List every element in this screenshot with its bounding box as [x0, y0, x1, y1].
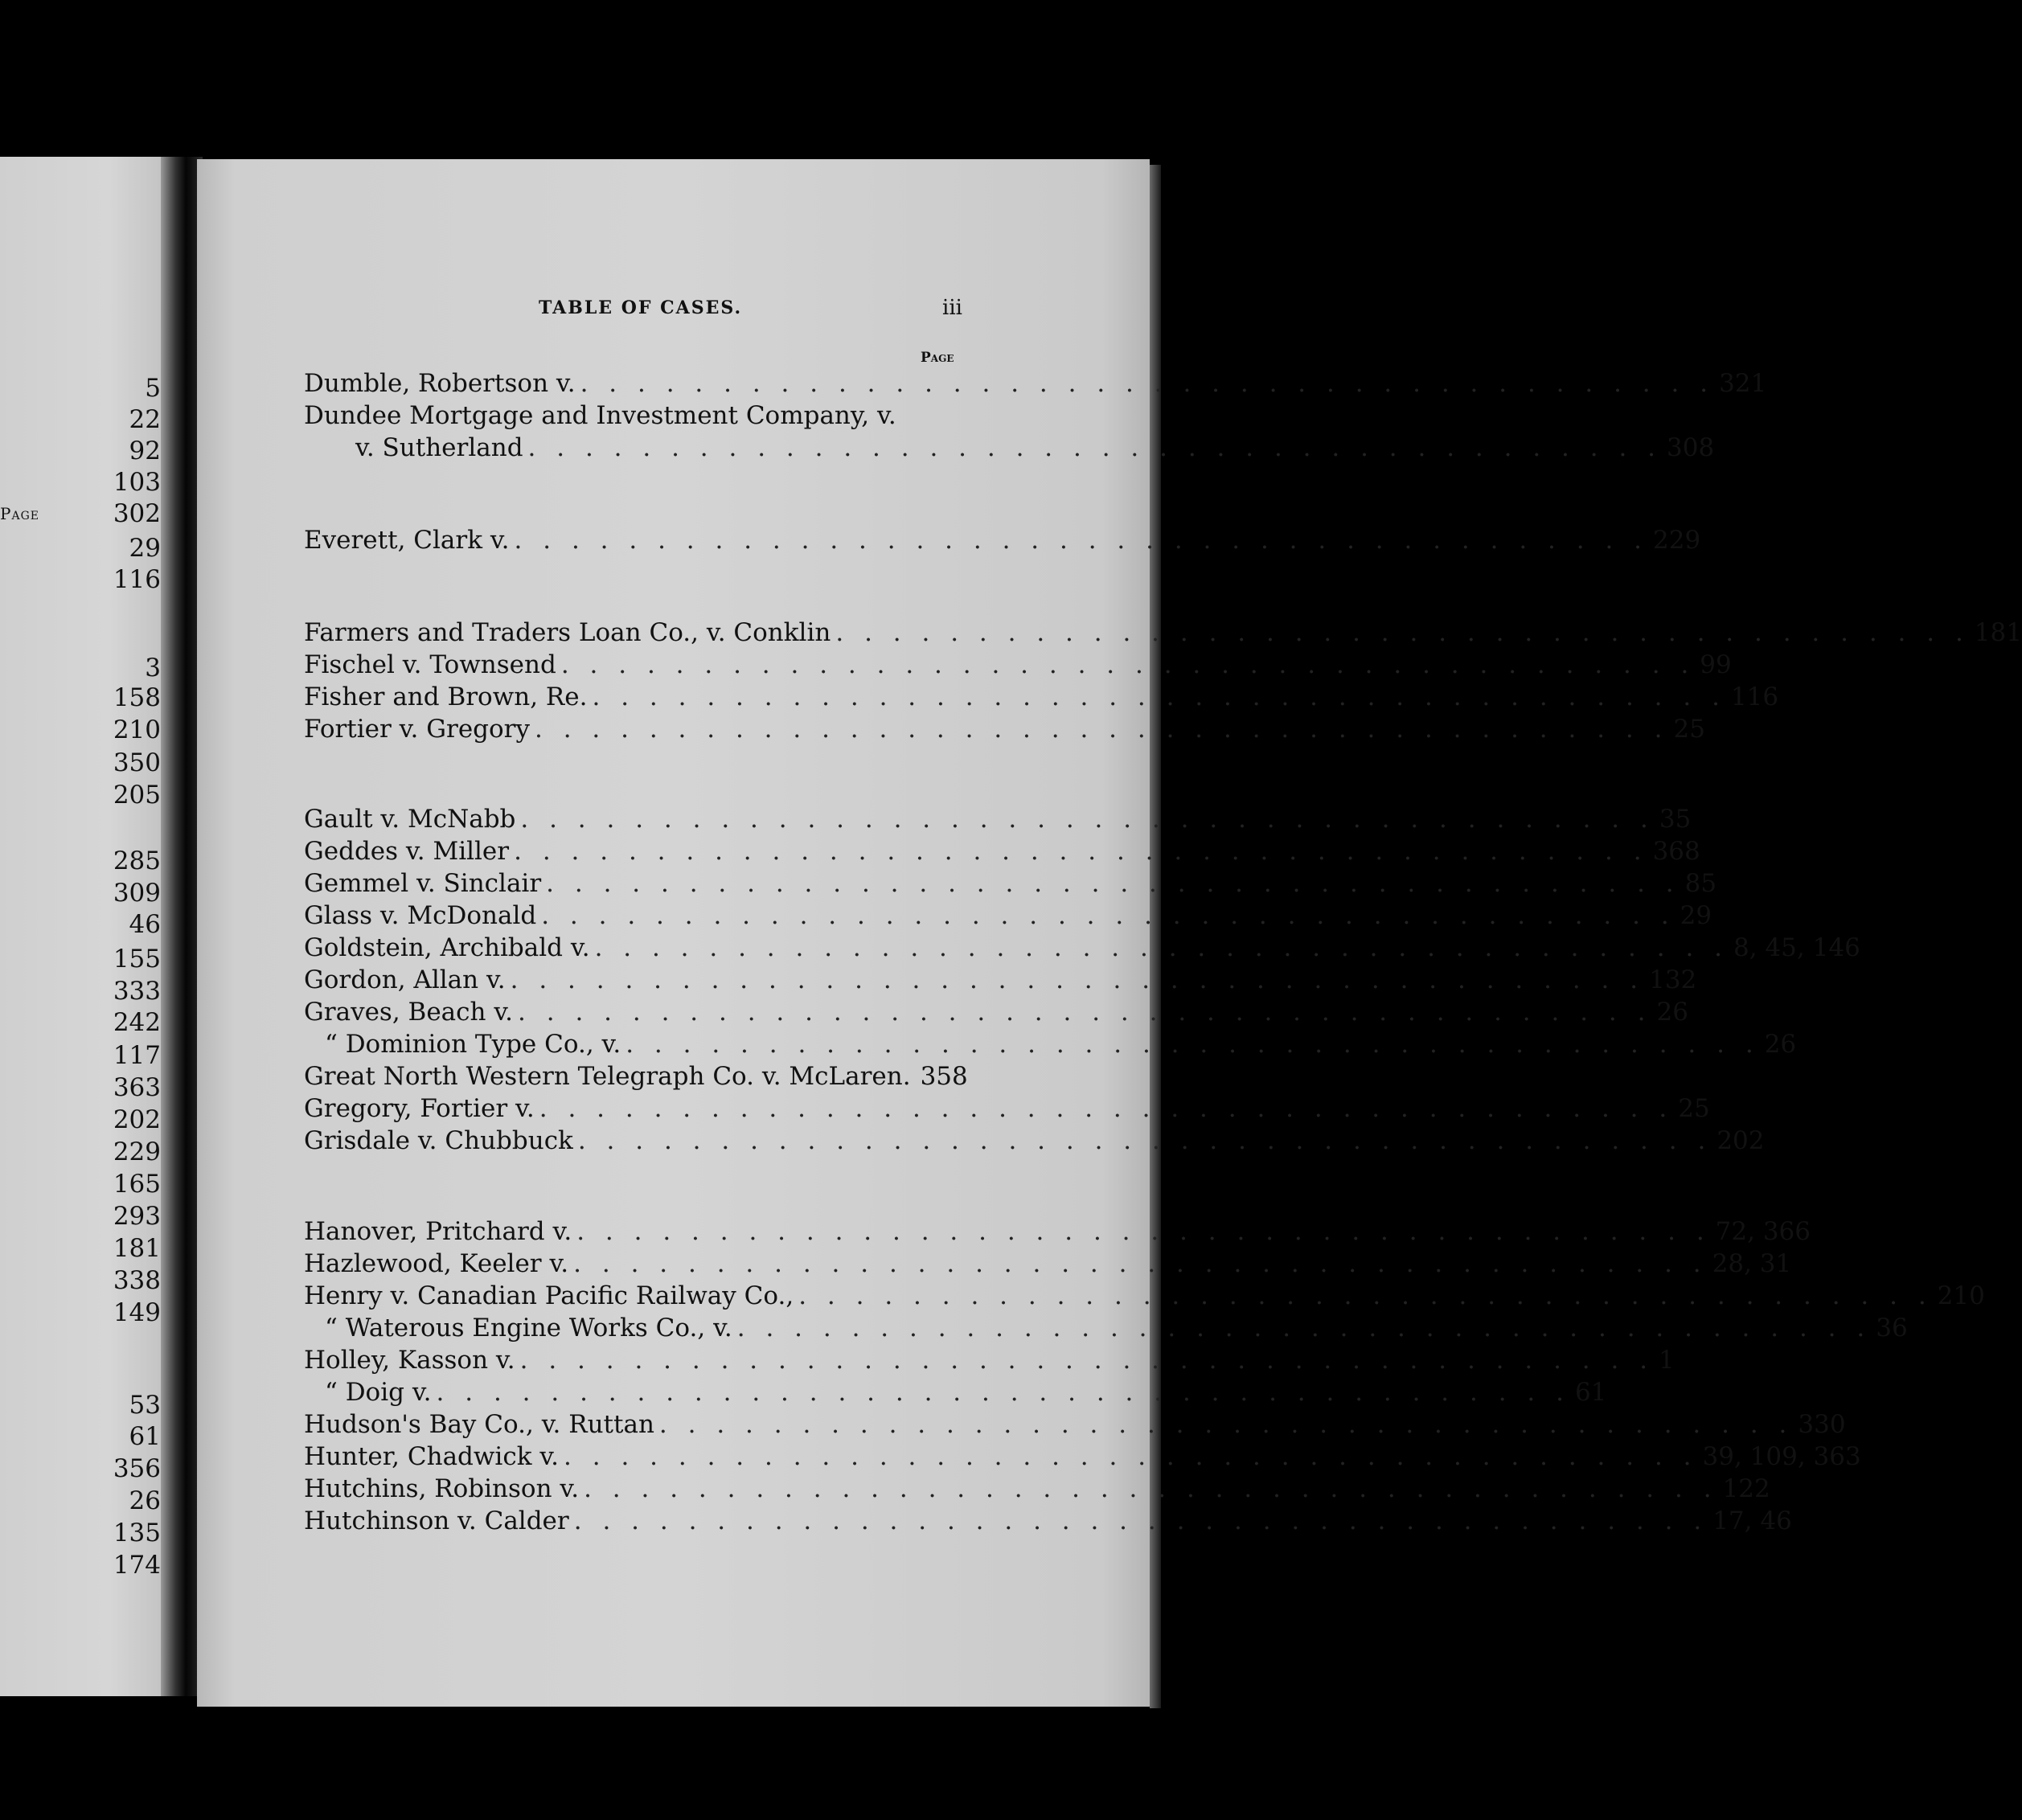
left-page-number: 205 — [113, 781, 161, 810]
left-page-number: 242 — [113, 1008, 161, 1037]
case-name: Geddes v. Miller — [304, 837, 510, 866]
left-page-number: 363 — [113, 1073, 161, 1102]
left-page-number: 53 — [129, 1391, 161, 1420]
case-entry — [304, 835, 1700, 867]
case-page-number: 116 — [1730, 682, 1779, 711]
folio-number: iii — [942, 296, 962, 320]
case-name: Holley, Kasson v. — [304, 1346, 515, 1375]
case-name: Hanover, Pritchard v. — [304, 1217, 572, 1246]
case-name: Great North Western Telegraph Co. v. McLaren. — [304, 1062, 911, 1091]
case-name: “ Waterous Engine Works Co., v. — [325, 1314, 732, 1342]
leader-dots: . . . . . . . . . . . . . . . . . . . . . . . . . . . . . . . . . . . . . . . . — [541, 901, 1675, 930]
case-entry — [304, 1376, 1607, 1408]
running-header: TABLE OF CASES. — [539, 297, 743, 318]
leader-dots: . . . . . . . . . . . . . . . . . . . . . . . . . . . . . . . . . . . . . . . . — [514, 837, 1648, 866]
left-page-number: 135 — [113, 1519, 161, 1547]
leader-dots: . . . . . . . . . . . . . . . . . . . . . . . . . . . . . . . . . . . . . . . . — [560, 650, 1696, 679]
left-page-number: 149 — [113, 1298, 161, 1327]
left-page-number: 174 — [113, 1551, 161, 1580]
case-name: Goldstein, Archibald v. — [304, 933, 590, 962]
leader-dots: . . . . . . . . . . . . . . . . . . . . . . . . . . . . . . . . . . . . . . . . — [573, 1506, 1708, 1535]
case-name: Fortier v. Gregory — [304, 715, 530, 744]
case-name: Gordon, Allan v. — [304, 965, 506, 994]
case-name: Gault v. McNabb — [304, 805, 516, 834]
case-page-number: 17, 46 — [1712, 1506, 1792, 1535]
left-page-number: 202 — [113, 1105, 161, 1134]
case-page-number: 39, 109, 363 — [1702, 1442, 1861, 1471]
leader-dots: . . . . . . . . . . . . . . . . . . . . . . . . . . . . . . . . . . . . . . . . — [519, 1346, 1655, 1375]
case-page-number: 85 — [1684, 869, 1717, 898]
case-page-number: 181 — [1974, 618, 2022, 647]
case-name: Grisdale v. Chubbuck — [304, 1126, 573, 1155]
case-name: Fisher and Brown, Re. — [304, 682, 588, 711]
case-page-number: 358 — [920, 1062, 968, 1091]
left-page-number: 3 — [145, 654, 161, 682]
left-page-number: 117 — [113, 1041, 161, 1070]
case-page-number: 308 — [1667, 433, 1715, 462]
case-entry — [304, 1215, 1811, 1248]
leader-dots: . . . . . . . . . . . . . . . . . . . . . . . . . . . . . . . . . . . . . . . . — [625, 1030, 1760, 1059]
left-page-number: 302 — [113, 499, 161, 528]
left-page-number: 165 — [113, 1170, 161, 1199]
case-page-number: 229 — [1653, 526, 1701, 555]
case-page-number: 1 — [1659, 1346, 1675, 1375]
case-entry — [304, 400, 957, 432]
case-entry — [304, 1505, 1792, 1537]
case-name: Hutchinson v. Calder — [304, 1506, 569, 1535]
leader-dots: . . . . . . . . . . . . . . . . . . . . . . . . . . . . . . . . . . . . . . . . — [835, 618, 1970, 647]
left-page-number: 92 — [129, 437, 161, 465]
case-page-number: 202 — [1716, 1126, 1765, 1155]
leader-dots: . . . . . . . . . . . . . . . . . . . . . . . . . . . . . . . . . . . . . . . . — [658, 1410, 1794, 1439]
leader-dots: . . . . . . . . . . . . . . . . . . . . . . . . . . . . . . . . . . . . . . . . — [518, 998, 1652, 1027]
left-page-number: 29 — [129, 534, 161, 563]
case-name: Hunter, Chadwick v. — [304, 1442, 560, 1471]
case-entry — [304, 1248, 1792, 1280]
case-entry — [304, 1125, 1765, 1157]
leader-dots: . . . . . . . . . . . . . . . . . . . . . . . . . . . . . . . . . . . . . . . . — [576, 1217, 1711, 1246]
leader-dots: . . . . . . . . . . . . . . . . . . . . . . . . . . . . . . . . . . . . . . . . — [564, 1442, 1698, 1471]
case-entry — [304, 1280, 1985, 1312]
case-name: “ Dominion Type Co., v. — [325, 1030, 621, 1059]
case-name: Fischel v. Townsend — [304, 650, 556, 679]
case-name: Hutchins, Robinson v. — [304, 1474, 580, 1503]
left-page-number: 61 — [129, 1422, 161, 1451]
case-name: Henry v. Canadian Pacific Railway Co., — [304, 1281, 794, 1310]
case-entry — [304, 867, 1717, 900]
case-page-number: 99 — [1700, 650, 1732, 679]
case-name: Gemmel v. Sinclair — [304, 869, 542, 898]
leader-dots: . . . . . . . . . . . . . . . . . . . . . . . . . . . . . . . . . . . . . . . . — [580, 369, 1715, 398]
left-page-label: Page — [0, 504, 39, 523]
left-page-number: 309 — [113, 879, 161, 908]
case-page-number: 368 — [1652, 837, 1700, 866]
case-name: Farmers and Traders Loan Co., v. Conklin — [304, 618, 831, 647]
leader-dots: . . . . . . . . . . . . . . . . . . . . . . . . . . . . . . . . . . . . . . . . — [592, 682, 1726, 711]
case-page-number: 26 — [1764, 1030, 1797, 1059]
case-name: Dumble, Robertson v. — [304, 369, 576, 398]
left-page-number: 210 — [113, 715, 161, 744]
case-page-number: 321 — [1719, 369, 1767, 398]
case-entry — [304, 1441, 1861, 1473]
case-entry — [304, 617, 2022, 649]
case-page-number: 8, 45, 146 — [1733, 933, 1860, 962]
case-entry — [355, 432, 1715, 464]
case-name: Graves, Beach v. — [304, 998, 514, 1027]
case-page-number: 25 — [1678, 1094, 1710, 1123]
left-page-number: 26 — [129, 1486, 161, 1515]
case-entry — [304, 1408, 1846, 1441]
left-page-number: 46 — [129, 910, 161, 939]
case-page-number: 25 — [1673, 715, 1705, 744]
leader-dots: . . . . . . . . . . . . . . . . . . . . . . . . . . . . . . . . . . . . . . . . — [546, 869, 1680, 898]
leader-dots: . . . . . . . . . . . . . . . . . . . . . . . . . . . . . . . . . . . . . . . . — [584, 1474, 1718, 1503]
left-page-number: 229 — [113, 1138, 161, 1166]
case-name: Glass v. McDonald — [304, 901, 537, 930]
case-entry — [304, 524, 1701, 556]
case-name: v. Sutherland — [355, 433, 523, 462]
case-page-number: 28, 31 — [1712, 1249, 1792, 1278]
leader-dots: . . . . . . . . . . . . . . . . . . . . . . . . . . . . . . . . . . . . . . . . — [520, 805, 1655, 834]
leader-dots: . . . . . . . . . . . . . . . . . . . . . . . . . . . . . . . . . . . . . . . . — [573, 1249, 1708, 1278]
left-page-number: 333 — [113, 977, 161, 1006]
left-page-number: 356 — [113, 1454, 161, 1483]
case-page-number: 72, 366 — [1715, 1217, 1811, 1246]
case-entry — [304, 649, 1732, 681]
left-page-number: 350 — [113, 748, 161, 777]
left-page-number: 181 — [113, 1234, 161, 1263]
left-page-number: 158 — [113, 683, 161, 712]
left-page-number: 22 — [129, 405, 161, 434]
leader-dots: . . . . . . . . . . . . . . . . . . . . . . . . . . . . . . . . . . . . . . . . — [736, 1314, 1872, 1342]
case-page-number: 122 — [1722, 1474, 1770, 1503]
case-entry — [304, 1028, 1797, 1060]
case-entry — [304, 1092, 1710, 1125]
case-name: Everett, Clark v. — [304, 526, 510, 555]
case-page-number: 61 — [1575, 1378, 1607, 1407]
case-entry — [304, 1344, 1675, 1376]
left-page-number: 285 — [113, 846, 161, 875]
case-entry — [304, 932, 1860, 964]
case-page-number: 29 — [1680, 901, 1712, 930]
leader-dots: . . . . . . . . . . . . . . . . . . . . . . . . . . . . . . . . . . . . . . . . — [436, 1378, 1570, 1407]
leader-dots: . . . . . . . . . . . . . . . . . . . . . . . . . . . . . . . . . . . . . . . . — [527, 433, 1663, 462]
leader-dots: . . . . . . . . . . . . . . . . . . . . . . . . . . . . . . . . . . . . . . . . — [514, 526, 1649, 555]
case-page-number: 210 — [1937, 1281, 1985, 1310]
case-entry — [304, 713, 1705, 745]
case-entry — [304, 681, 1779, 713]
case-name: Gregory, Fortier v. — [304, 1094, 535, 1123]
case-page-number: 35 — [1659, 805, 1692, 834]
case-entry — [304, 367, 1767, 400]
case-name: Hudson's Bay Co., v. Ruttan — [304, 1410, 654, 1439]
case-name: Dundee Mortgage and Investment Company, v. — [304, 401, 896, 430]
left-page-number: 5 — [145, 374, 161, 403]
left-page-number: 293 — [113, 1202, 161, 1231]
case-entry — [304, 1312, 1908, 1344]
page-column-label: Page — [921, 350, 954, 366]
case-page-number: 26 — [1656, 998, 1688, 1027]
leader-dots: . . . . . . . . . . . . . . . . . . . . . . . . . . . . . . . . . . . . . . . . — [535, 715, 1669, 744]
leader-dots: . . . . . . . . . . . . . . . . . . . . . . . . . . . . . . . . . . . . . . . . — [798, 1281, 1933, 1310]
left-page-number: 116 — [113, 565, 161, 594]
left-page-number: 103 — [113, 468, 161, 497]
case-entry — [304, 996, 1688, 1028]
leader-dots: . . . . . . . . . . . . . . . . . . . . . . . . . . . . . . . . . . . . . . . . — [577, 1126, 1712, 1155]
case-entry — [304, 803, 1692, 835]
case-entry — [304, 964, 1697, 996]
left-page-number: 155 — [113, 945, 161, 974]
leader-dots: . . . . . . . . . . . . . . . . . . . . . . . . . . . . . . . . . . . . . . . . — [594, 933, 1729, 962]
left-facing-page — [0, 157, 181, 1696]
case-page-number: 132 — [1649, 965, 1697, 994]
leader-dots: . . . . . . . . . . . . . . . . . . . . . . . . . . . . . . . . . . . . . . . . — [539, 1094, 1674, 1123]
case-page-number: 330 — [1798, 1410, 1846, 1439]
case-entry — [304, 1473, 1770, 1505]
case-page-number: 36 — [1876, 1314, 1908, 1342]
case-name: “ Doig v. — [325, 1378, 432, 1407]
case-entry — [304, 900, 1712, 932]
left-page-number: 338 — [113, 1266, 161, 1295]
case-name: Hazlewood, Keeler v. — [304, 1249, 569, 1278]
case-entry — [304, 1060, 968, 1092]
leader-dots: . . . . . . . . . . . . . . . . . . . . . . . . . . . . . . . . . . . . . . . . — [510, 965, 1645, 994]
